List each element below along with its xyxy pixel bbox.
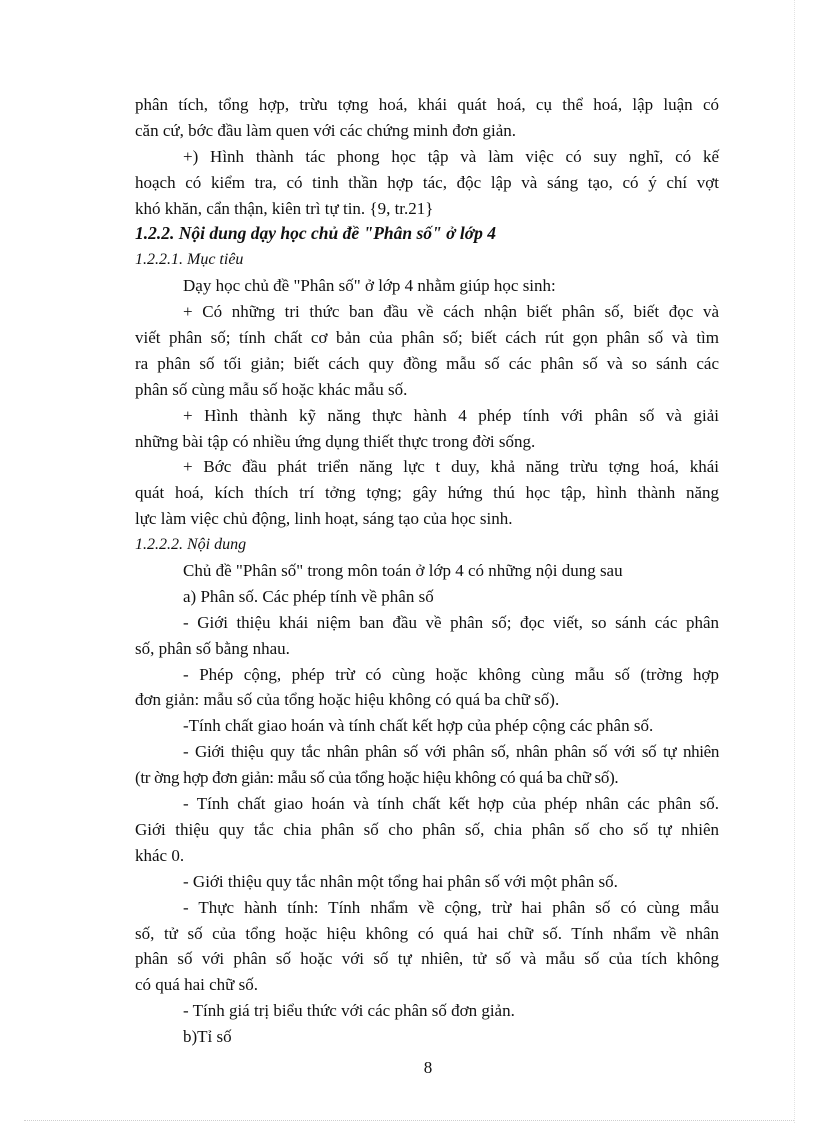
text-line: (tr ờng hợp đơn giản: mẫu số của tổng hoặc hiệu không có quá ba chữ số). [135,768,619,788]
text-line: - Phép cộng, phép trừ có cùng hoặc không cùng mẫu số (trờng hợp [183,664,719,684]
subsection-heading: 1.2.2.1. Mục tiêu [135,251,244,269]
text-line: - Tính giá trị biểu thức với các phân số đơn giản. [183,1001,515,1021]
text-line: - Tính chất giao hoán và tính chất kết hợp của phép nhân các phân số. [183,794,719,814]
subsection-heading: 1.2.2.2. Nội dung [135,536,247,554]
text-line: Chủ đề "Phân số" trong môn toán ở lớp 4 có những nội dung sau [183,561,623,581]
text-line: hoạch có kiểm tra, có tinh thần hợp tác, độc lập và sáng tạo, có ý chí vợt [135,172,719,192]
text-line: căn cứ, bớc đầu làm quen với các chứng minh đơn giản. [135,120,517,140]
text-line: Giới thiệu quy tắc chia phân số cho phân số, chia phân số cho số tự nhiên [135,819,719,839]
text-line: + Hình thành kỹ năng thực hành 4 phép tính với phân số và giải [183,405,719,425]
text-line: + Có những tri thức ban đầu về cách nhận biết phân số, biết đọc và [183,302,719,322]
text-line: a) Phân số. Các phép tính về phân số [183,586,434,606]
text-line: quát hoá, kích thích trí tởng tợng; gây hứng thú học tập, hình thành năng [135,483,719,503]
text-line: phân số cùng mẫu số hoặc khác mẫu số. [135,379,408,399]
text-line: b)Tỉ số [183,1027,232,1047]
text-line: - Giới thiệu khái niệm ban đầu về phân số; đọc viết, so sánh các phân [183,612,719,632]
page-right-border [794,0,795,1123]
text-line: - Thực hành tính: Tính nhẩm về cộng, trừ hai phân số có cùng mẫu [183,897,719,917]
text-line: khác 0. [135,845,185,865]
text-line: phân tích, tổng hợp, trừu tợng hoá, khái quát hoá, cụ thể hoá, lập luận có [135,95,719,114]
section-heading: 1.2.2. Nội dung dạy học chủ đề "Phân số" ở lớp 4 [135,223,497,244]
text-line: -Tính chất giao hoán và tính chất kết hợp của phép cộng các phân số. [183,716,654,736]
text-line: số, tử số của tổng hoặc hiệu không có quá hai chữ số. Tính nhẩm về nhân [135,923,719,943]
text-line: - Giới thiệu quy tắc nhân một tổng hai phân số với một phân số. [183,871,618,891]
text-line: có quá hai chữ số. [135,975,258,995]
text-line: ra phân số tối giản; biết cách quy đồng mẫu số các phân số và so sánh các [135,353,719,373]
text-line: phân số với phân số hoặc với số tự nhiên, tử số và mẫu số của tích không [135,949,719,969]
text-line: những bài tập có nhiều ứng dụng thiết thực trong đời sống. [135,431,536,451]
document-body [135,92,719,1050]
page-bottom-border [24,1120,794,1121]
text-line: khó khăn, cẩn thận, kiên trì tự tin. {9, tr.21} [135,198,434,218]
text-line: lực làm việc chủ động, linh hoạt, sáng tạo của học sinh. [135,509,513,529]
text-line: đơn giản: mẫu số của tổng hoặc hiệu không có quá ba chữ số). [135,690,560,710]
text-line: Dạy học chủ đề "Phân số" ở lớp 4 nhằm giúp học sinh: [183,276,556,296]
text-line: viết phân số; tính chất cơ bản của phân số; biết cách rút gọn phân số và tìm [135,328,719,348]
text-line: số, phân số bằng nhau. [135,638,290,658]
text-line: +) Hình thành tác phong học tập và làm việc có suy nghĩ, có kế [183,146,719,166]
page-number: 8 [423,1058,433,1077]
text-line: + Bớc đầu phát triển năng lực t duy, khả năng trừu tợng hoá, khái [183,457,719,477]
text-line: - Giới thiệu quy tắc nhân phân số với phân số, nhân phân số với số tự nhiên [183,742,719,762]
